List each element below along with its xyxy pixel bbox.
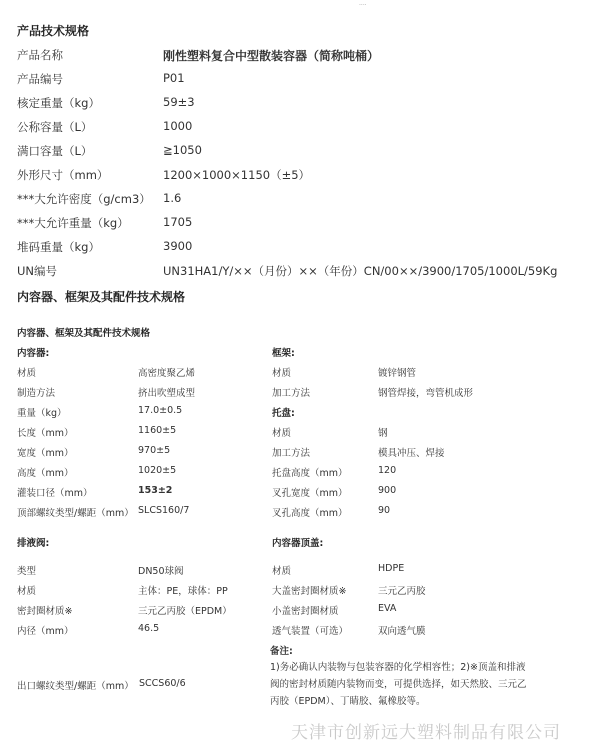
inner-container-row bbox=[17, 465, 277, 483]
row-key: 大盖密封圈材质※ bbox=[272, 586, 347, 597]
pallet-row bbox=[272, 445, 532, 463]
drain-valve-row bbox=[17, 623, 277, 641]
row-key: 内径（mm） bbox=[17, 626, 74, 637]
row-value: 1020±5 bbox=[138, 465, 177, 476]
row-value: 1160±5 bbox=[138, 425, 177, 436]
spec-row-dimensions bbox=[17, 167, 587, 189]
row-value: 153±2 bbox=[138, 485, 173, 496]
pallet-row bbox=[272, 465, 532, 483]
notes-text: 1)务必确认内装物与包装容器的化学相容性；2)※顶盖和排液阀的密封材质随内装物而变，可提供选择，如天然胶、三元乙丙胶（EPDM）、丁睛胶、氟橡胶等。 bbox=[270, 662, 527, 707]
spec-row-product-code bbox=[17, 71, 587, 93]
inner-container-row bbox=[17, 405, 277, 423]
row-value: 46.5 bbox=[138, 623, 160, 634]
row-key: 透气装置（可选） bbox=[272, 626, 349, 637]
row-key: 材质 bbox=[272, 428, 292, 439]
row-value: 900 bbox=[378, 485, 397, 496]
row-value: 高密度聚乙烯 bbox=[138, 368, 196, 379]
spec-key: UN编号 bbox=[17, 264, 58, 278]
page-mark: .... bbox=[359, 0, 367, 7]
frame-row bbox=[272, 385, 532, 403]
row-key: 出口螺纹类型/螺距（mm） bbox=[17, 681, 134, 692]
row-key: 密封圈材质※ bbox=[17, 606, 73, 617]
spec-key: ***大允许密度（g/cm3） bbox=[17, 192, 151, 206]
drain-valve-row bbox=[17, 563, 277, 581]
row-value: 模具冲压、焊接 bbox=[378, 448, 445, 459]
spec-value: 1.6 bbox=[163, 191, 182, 205]
inner-lid-row bbox=[272, 603, 532, 621]
notes-title: 备注: bbox=[270, 646, 293, 657]
section-title-components: 内容器、框架及其配件技术规格 bbox=[17, 290, 186, 304]
spec-value: 刚性塑料复合中型散装容器（简称吨桶） bbox=[163, 49, 380, 63]
row-key: 高度（mm） bbox=[17, 468, 74, 479]
inner-lid-row bbox=[272, 623, 532, 641]
spec-row-product-name bbox=[17, 47, 587, 69]
spec-value: 3900 bbox=[163, 239, 193, 253]
row-value: 三元乙丙胶（EPDM） bbox=[138, 606, 232, 617]
spec-key: 外形尺寸（mm） bbox=[17, 168, 109, 182]
section-title-product-spec: 产品技术规格 bbox=[17, 24, 90, 38]
pallet-row bbox=[272, 505, 532, 523]
row-value: 钢 bbox=[378, 428, 388, 439]
inner-container-row bbox=[17, 505, 277, 523]
right-spec-column bbox=[272, 345, 532, 645]
row-value: 镀锌钢管 bbox=[378, 368, 417, 379]
spec-value: ≧1050 bbox=[163, 143, 202, 157]
company-watermark: 天津市创新远大塑料制品有限公司 bbox=[291, 723, 561, 743]
drain-valve-row bbox=[17, 603, 277, 621]
row-key: 材质 bbox=[17, 586, 37, 597]
row-key: 托盘高度（mm） bbox=[272, 468, 348, 479]
spec-row-weight bbox=[17, 95, 587, 117]
row-key: 重量（kg） bbox=[17, 408, 67, 419]
spec-key: 堆码重量（kg） bbox=[17, 240, 100, 254]
inner-lid-header: 内容器顶盖: bbox=[272, 538, 324, 549]
row-key: 材质 bbox=[272, 368, 292, 379]
left-spec-column bbox=[17, 345, 267, 675]
row-value: HDPE bbox=[378, 563, 405, 574]
row-value: SCCS60/6 bbox=[139, 678, 186, 689]
frame-row bbox=[272, 365, 532, 383]
spec-key: 产品名称 bbox=[17, 48, 63, 62]
inner-lid-row bbox=[272, 563, 532, 581]
inner-lid-row bbox=[272, 583, 532, 601]
spec-value: UN31HA1/Y/××（月份）××（年份）CN/00××/3900/1705/1000L/59Kg bbox=[163, 264, 558, 278]
spec-row-stack-weight bbox=[17, 239, 587, 261]
row-key: 材质 bbox=[272, 566, 292, 577]
spec-key: 核定重量（kg） bbox=[17, 96, 100, 110]
spec-value: P01 bbox=[163, 71, 185, 85]
row-key: 类型 bbox=[17, 566, 37, 577]
spec-row-nominal-capacity bbox=[17, 119, 587, 141]
row-value: 三元乙丙胶 bbox=[378, 586, 426, 597]
row-value: 970±5 bbox=[138, 445, 171, 456]
row-value: DN50球阀 bbox=[138, 566, 184, 577]
row-value: 双向透气膜 bbox=[378, 626, 426, 637]
drain-valve-header: 排液阀: bbox=[17, 538, 50, 549]
inner-container-row bbox=[17, 425, 277, 443]
inner-container-row bbox=[17, 445, 277, 463]
row-key: 叉孔宽度（mm） bbox=[272, 488, 348, 499]
spec-value: 1200×1000×1150（±5） bbox=[163, 168, 311, 182]
inner-container-row bbox=[17, 385, 277, 403]
row-key: 制造方法 bbox=[17, 388, 56, 399]
spec-key: 公称容量（L） bbox=[17, 120, 93, 134]
row-value: SLCS160/7 bbox=[138, 505, 190, 516]
spec-row-max-weight bbox=[17, 215, 587, 237]
pallet-row bbox=[272, 425, 532, 443]
row-value: 90 bbox=[378, 505, 391, 516]
row-key: 加工方法 bbox=[272, 448, 311, 459]
spec-value: 1705 bbox=[163, 215, 193, 229]
spec-key: ***大允许重量（kg） bbox=[17, 216, 129, 230]
spec-value: 59±3 bbox=[163, 95, 195, 109]
pallet-header: 托盘: bbox=[272, 408, 295, 419]
spec-row-max-density bbox=[17, 191, 587, 213]
sub-title-components: 内容器、框架及其配件技术规格 bbox=[17, 328, 151, 339]
spec-row-un-number bbox=[17, 263, 587, 285]
row-key: 材质 bbox=[17, 368, 37, 379]
frame-header: 框架: bbox=[272, 348, 295, 359]
row-key: 顶部螺纹类型/螺距（mm） bbox=[17, 508, 134, 519]
spec-row-full-capacity bbox=[17, 143, 587, 165]
drain-valve-row bbox=[17, 583, 277, 601]
row-key: 叉孔高度（mm） bbox=[272, 508, 348, 519]
spec-key: 产品编号 bbox=[17, 72, 63, 86]
row-value: 120 bbox=[378, 465, 397, 476]
inner-container-row bbox=[17, 365, 277, 383]
inner-container-header: 内容器: bbox=[17, 348, 50, 359]
row-value: 钢管焊接，弯管机成形 bbox=[378, 388, 474, 399]
spec-key: 满口容量（L） bbox=[17, 144, 93, 158]
row-key: 灌装口径（mm） bbox=[17, 488, 93, 499]
row-value: 主体：PE，球体：PP bbox=[138, 586, 228, 597]
row-value: 17.0±0.5 bbox=[138, 405, 183, 416]
row-key: 长度（mm） bbox=[17, 428, 74, 439]
row-key: 加工方法 bbox=[272, 388, 311, 399]
outlet-thread-row bbox=[17, 678, 267, 692]
row-value: 挤出吹塑成型 bbox=[138, 388, 196, 399]
row-key: 宽度（mm） bbox=[17, 448, 74, 459]
inner-container-row bbox=[17, 485, 277, 503]
spec-value: 1000 bbox=[163, 119, 193, 133]
row-key: 小盖密封圈材质 bbox=[272, 606, 339, 617]
pallet-row bbox=[272, 485, 532, 503]
row-value: EVA bbox=[378, 603, 397, 614]
